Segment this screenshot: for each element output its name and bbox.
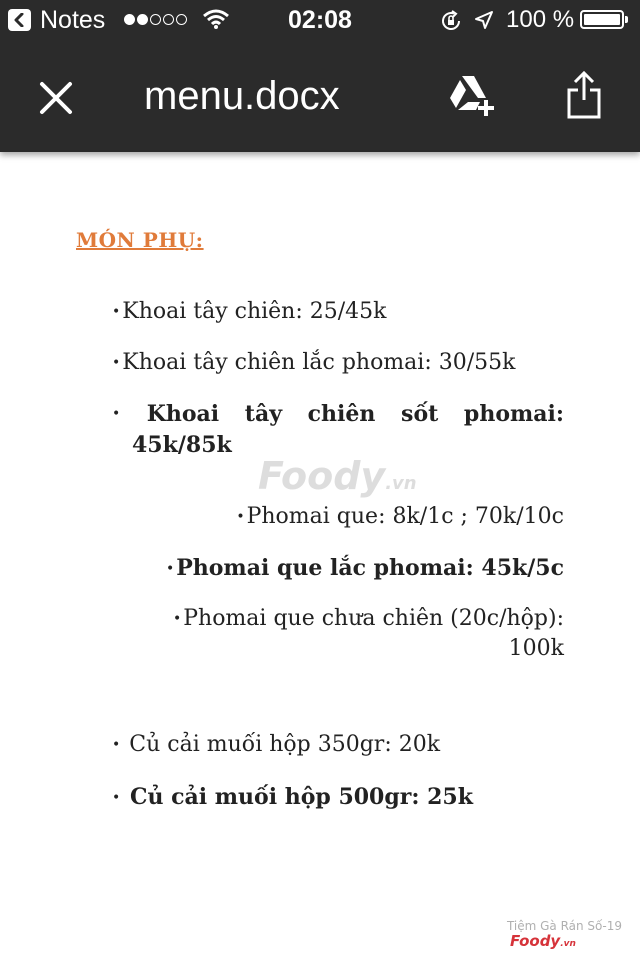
add-to-drive-icon[interactable] [448,74,496,118]
list-item-continuation: 45k/85k [132,432,232,458]
list-item: •Khoai tây chiên: 25/45k [112,299,387,324]
list-item: • Củ cải muối hộp 500gr: 25k [112,784,473,810]
location-arrow-icon [474,10,494,30]
section-heading: MÓN PHỤ: [76,228,204,252]
list-item: •Phomai que lắc phomai: 45k/5c [165,555,564,581]
list-item: •Khoai tây chiên lắc phomai: 30/55k [112,350,516,375]
share-icon[interactable] [566,70,602,120]
shop-caption: Tiệm Gà Rán Số-19 [506,919,622,933]
document-title: menu.docx [144,74,340,118]
list-item: • Củ cải muối hộp 350gr: 20k [112,732,441,757]
back-app-label[interactable]: Notes [40,6,106,34]
rotation-lock-icon [439,9,463,33]
foody-logo: Foody.vn [510,932,576,950]
document-page[interactable] [0,152,640,959]
clock: 02:08 [288,6,352,34]
list-item: •Phomai que chưa chiên (20c/hộp): [172,606,564,631]
battery-percent: 100 % [506,6,575,33]
status-bar [0,0,640,40]
list-item: • Khoai tây chiên sốt phomai: [112,401,564,427]
list-item: •Phomai que: 8k/1c ; 70k/10c [236,504,564,529]
list-item-continuation: 100k [508,636,564,661]
foody-watermark: Foody.vn [258,454,417,498]
close-icon[interactable] [38,80,74,116]
nav-bar [0,40,640,152]
battery-icon [580,10,624,29]
top-bar [0,0,640,152]
